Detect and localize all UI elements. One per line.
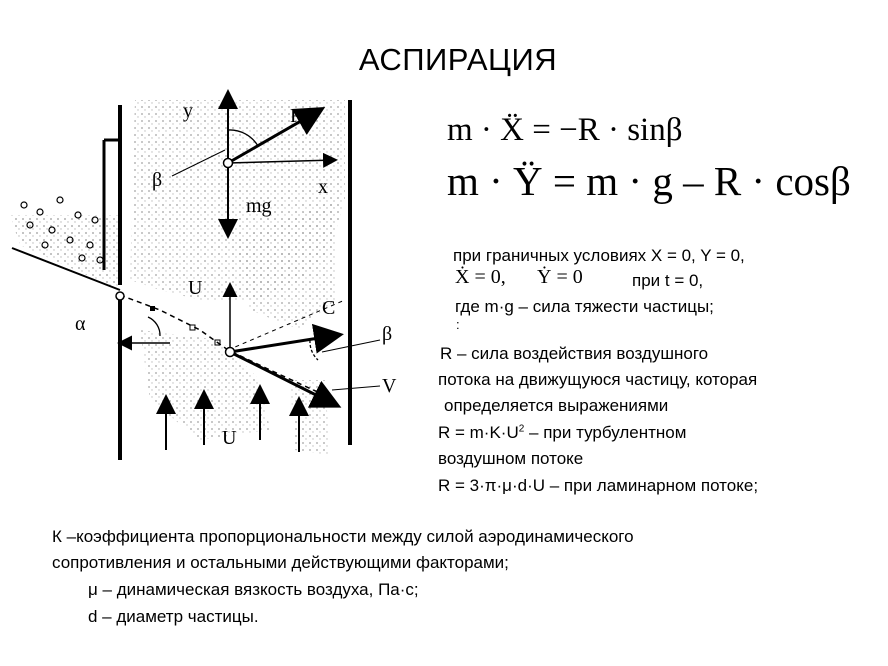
definition-r2: потока на движущуюся частицу, которая [438,370,758,389]
colon-mark: : [456,317,460,332]
bottom-line-1: К –коэффициента пропорциональности между силой аэродинамического [52,527,634,546]
label-beta-bottom: β [382,323,393,345]
slide-title: АСПИРАЦИЯ [358,42,558,77]
definition-r4-sup: 2 [518,423,525,435]
definition-r4 [438,423,686,443]
conditions-line-3: где m·g – сила тяжести частицы; [455,297,714,316]
aspiration-diagram [0,80,440,480]
definition-r5: воздушном потоке [438,449,584,468]
hopper [10,140,120,290]
label-beta-top: β [152,169,163,191]
particle-cloud [130,100,345,455]
label-C: C [322,297,336,319]
label-alpha: α [75,313,86,335]
equation-x: m · Ẍ = −R · sinβ [447,112,683,148]
definition-r6: R = 3·π·μ·d·U – при ламинарном потоке; [438,476,759,495]
definition-r1: R – сила воздействия воздушного [440,344,709,363]
time-condition: при t = 0, [632,271,704,290]
label-R: R [290,105,304,127]
label-mg: mg [246,195,272,217]
label-x: x [318,176,328,198]
definition-r4-pre: R = m·K·U [438,423,519,442]
definition-r3: определяется выражениями [444,396,669,415]
bottom-line-4: d – диаметр частицы. [88,607,259,626]
label-U-mid: U [188,277,203,299]
xdot-condition: Ẋ = 0, [455,266,506,288]
conditions-line-1: при граничных условиях X = 0, Y = 0, [453,246,745,265]
label-y: y [183,100,193,122]
label-V: V [382,375,397,397]
bottom-line-2: сопротивления и остальными действующими факторами; [52,553,509,572]
label-U-bottom: U [222,427,237,449]
equation-y: m · Ÿ = m · g – R · cosβ [447,158,851,204]
definition-r4-post: – при турбулентном [524,423,687,442]
ydot-condition: Ẏ = 0 [537,266,583,288]
bottom-line-3: μ – динамическая вязкость воздуха, Па·с; [88,580,419,599]
